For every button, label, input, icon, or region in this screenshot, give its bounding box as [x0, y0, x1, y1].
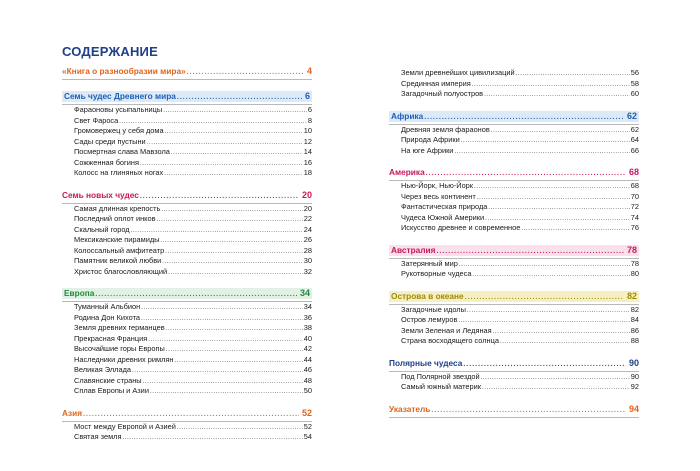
entry-page-number: 86	[630, 325, 639, 335]
entry-title: Громовержец у себя дома	[74, 126, 164, 135]
toc-section	[389, 245, 639, 280]
dot-leader	[177, 92, 302, 103]
dot-leader	[168, 268, 303, 279]
toc-entry[interactable]	[389, 79, 639, 90]
entry-page-number: 84	[630, 315, 639, 324]
entry-page-number: 76	[630, 223, 639, 232]
section-page-number: 82	[626, 290, 637, 301]
dot-leader	[484, 90, 630, 101]
toc-entry[interactable]	[62, 267, 312, 278]
entry-page-number: 54	[303, 432, 312, 441]
section-title: Азия	[62, 407, 83, 418]
toc-entry[interactable]	[62, 365, 312, 376]
toc-section	[389, 68, 639, 100]
toc-entry[interactable]	[62, 214, 312, 225]
dot-leader	[465, 292, 624, 303]
section-heading[interactable]	[389, 245, 639, 256]
dot-leader	[171, 148, 303, 159]
toc-entry[interactable]	[62, 432, 312, 443]
entry-page-number: 8	[307, 115, 312, 125]
dot-leader	[95, 289, 297, 300]
toc-entry[interactable]	[389, 315, 639, 326]
toc-entry[interactable]	[62, 334, 312, 345]
section-heading[interactable]	[62, 91, 312, 102]
entry-page-number: 50	[303, 386, 312, 395]
dot-leader	[187, 67, 304, 78]
entry-page-number: 48	[303, 375, 312, 385]
entry-page-number: 66	[630, 145, 639, 155]
entry-title: На юге Африки	[401, 145, 454, 155]
toc-entry[interactable]	[389, 382, 639, 393]
toc-entry[interactable]	[62, 256, 312, 267]
toc-entry[interactable]	[389, 202, 639, 213]
entry-page-number: 40	[303, 333, 312, 343]
toc-entry[interactable]	[389, 305, 639, 316]
entry-title: Природа Африки	[401, 135, 460, 144]
section-page-number: 78	[626, 244, 637, 255]
dot-leader	[500, 337, 630, 348]
section-page-number: 68	[628, 167, 639, 177]
dot-leader	[160, 236, 302, 247]
entry-page-number: 18	[303, 168, 312, 177]
dot-leader	[459, 260, 630, 271]
section-title: Острова в океане	[391, 290, 464, 301]
toc-entry[interactable]	[62, 344, 312, 355]
entry-title: Посмертная слава Мавзола	[74, 147, 170, 156]
section-page-number: 94	[628, 403, 639, 414]
section-title: Африка	[391, 110, 424, 121]
dot-leader	[148, 335, 303, 346]
section-title: Семь новых чудес	[62, 189, 139, 200]
toc-section	[62, 408, 312, 443]
toc-section	[389, 358, 639, 393]
toc-entry[interactable]	[389, 269, 639, 280]
entry-page-number: 20	[303, 203, 312, 213]
toc-entry[interactable]	[62, 376, 312, 387]
entry-title: Туманный Альбион	[74, 302, 141, 311]
entry-page-number: 80	[630, 269, 639, 278]
entry-page-number: 10	[303, 126, 312, 135]
entry-title: Родина Дон Кихота	[74, 312, 140, 322]
toc-entry[interactable]	[62, 147, 312, 158]
toc-section	[62, 91, 312, 179]
dot-leader	[454, 147, 629, 158]
entry-title: Колосс на глиняных ногах	[74, 168, 164, 177]
entry-title: Мост между Европой и Азией	[74, 421, 176, 431]
entry-page-number: 90	[630, 371, 639, 381]
entry-title: Великая Эллада	[74, 365, 132, 374]
dot-leader	[164, 169, 303, 180]
toc-entry[interactable]	[389, 223, 639, 234]
entry-title: Страна восходящего солнца	[401, 336, 499, 345]
entry-title: Самый южный материк	[401, 382, 481, 391]
dot-leader	[140, 191, 299, 202]
entry-title: Загадочный полуостров	[401, 89, 484, 98]
toc-entry[interactable]	[389, 125, 639, 136]
dot-leader	[436, 246, 624, 257]
entry-page-number: 34	[303, 302, 312, 311]
dot-leader	[150, 387, 303, 398]
entry-title: Славянские страны	[74, 375, 142, 385]
entry-title: Земли древнейших цивилизаций	[401, 68, 515, 77]
entry-page-number: 26	[303, 235, 312, 244]
entry-title: Фараоновы усыпальницы	[74, 105, 163, 114]
section-title: Америка	[389, 167, 425, 177]
section-page-number: 90	[628, 357, 639, 368]
dot-leader	[140, 159, 303, 170]
toc-section	[389, 167, 639, 234]
entry-title: Остров лемуров	[401, 315, 458, 324]
entry-page-number: 74	[630, 212, 639, 222]
section-heading[interactable]	[389, 167, 639, 178]
dot-leader	[147, 138, 303, 149]
dot-leader	[488, 203, 629, 214]
entry-title: Срединная империя	[401, 78, 471, 88]
toc-entry[interactable]	[389, 192, 639, 203]
toc-entry[interactable]	[62, 313, 312, 324]
toc-entry[interactable]	[389, 336, 639, 347]
dot-leader	[482, 383, 630, 394]
dot-leader	[424, 112, 624, 123]
entry-title: Христос благословляющий	[74, 266, 168, 276]
toc-column-right	[389, 68, 639, 429]
section-title: Полярные чудеса	[389, 357, 463, 368]
entry-title: Мексиканские пирамиды	[74, 235, 160, 244]
toc-entry[interactable]	[62, 302, 312, 313]
entry-title: Загадочные идолы	[401, 304, 466, 314]
dot-leader	[141, 303, 303, 314]
dot-leader	[461, 136, 630, 147]
dot-leader	[472, 270, 629, 281]
toc-entry[interactable]	[62, 168, 312, 179]
entry-page-number: 64	[630, 135, 639, 144]
section-page-number: 20	[301, 189, 312, 200]
entry-page-number: 28	[303, 245, 312, 255]
toc-entry[interactable]	[62, 355, 312, 366]
section-heading[interactable]	[62, 66, 312, 77]
entry-title: Через весь континент	[401, 191, 476, 201]
toc-entry[interactable]	[62, 116, 312, 127]
toc-column-left	[62, 66, 312, 454]
entry-page-number: 6	[307, 105, 312, 114]
entry-page-number: 42	[303, 344, 312, 353]
dot-leader	[477, 193, 630, 204]
dot-leader	[132, 366, 303, 377]
entry-page-number: 52	[303, 421, 312, 431]
dot-leader	[165, 247, 303, 258]
entry-page-number: 22	[303, 214, 312, 223]
toc-entry[interactable]	[389, 213, 639, 224]
entry-page-number: 58	[630, 78, 639, 88]
toc-entry[interactable]	[62, 137, 312, 148]
toc-section	[62, 190, 312, 278]
section-divider	[389, 417, 639, 418]
dot-leader	[162, 257, 302, 268]
entry-title: Самая длинная крепость	[74, 203, 161, 213]
toc-section	[62, 288, 312, 397]
dot-leader	[426, 168, 626, 179]
dot-leader	[472, 80, 630, 91]
dot-leader	[516, 69, 630, 80]
dot-leader	[493, 327, 630, 338]
entry-title: Скальный город	[74, 224, 130, 234]
entry-title: Земли Зеленая и Ледяная	[401, 325, 492, 335]
section-page-number: 6	[304, 91, 310, 101]
entry-title: Сады среди пустыни	[74, 136, 146, 146]
entry-title: Колоссальный амфитеатр	[74, 245, 165, 255]
entry-title: Прекрасная Франция	[74, 333, 148, 343]
toc-section	[389, 404, 639, 418]
toc-entry[interactable]	[62, 225, 312, 236]
toc-entry[interactable]	[62, 158, 312, 169]
entry-page-number: 56	[630, 68, 639, 77]
toc-section	[62, 66, 312, 80]
toc-entry[interactable]	[62, 323, 312, 334]
dot-leader	[521, 224, 629, 235]
dot-leader	[177, 423, 303, 434]
toc-entry[interactable]	[389, 89, 639, 100]
entry-title: Земля древних германцев	[74, 323, 165, 332]
entry-title: Высочайшие горы Европы	[74, 344, 165, 353]
entry-page-number: 68	[630, 181, 639, 190]
section-page-number: 62	[626, 110, 637, 121]
section-heading[interactable]	[62, 190, 312, 201]
entry-title: Памятник великой любви	[74, 256, 162, 265]
toc-entry[interactable]	[389, 259, 639, 270]
entry-page-number: 70	[630, 191, 639, 201]
entry-title: Чудеса Южной Америки	[401, 212, 485, 222]
entry-page-number: 32	[303, 266, 312, 276]
toc-entry[interactable]	[62, 126, 312, 137]
dot-leader	[474, 182, 630, 193]
dot-leader	[157, 215, 303, 226]
entry-title: Затерянный мир	[401, 258, 458, 268]
dot-leader	[431, 405, 626, 416]
section-title: Указатель	[389, 403, 431, 414]
toc-entry[interactable]	[389, 146, 639, 157]
entry-title: Свет Фароса	[74, 115, 119, 125]
entry-title: Наследники древних римлян	[74, 354, 174, 364]
toc-entry[interactable]	[62, 105, 312, 116]
entry-title: Сожженная богиня	[74, 157, 139, 167]
section-heading[interactable]	[62, 288, 312, 299]
entry-page-number: 44	[303, 354, 312, 364]
dot-leader	[481, 373, 630, 384]
toc-entry[interactable]	[389, 68, 639, 79]
entry-title: Искусство древнее и современное	[401, 223, 521, 232]
section-heading[interactable]	[389, 358, 639, 369]
section-title: «Книга о разнообразии мира»	[62, 66, 186, 76]
section-title: Европа	[64, 288, 95, 298]
toc-entry[interactable]	[62, 235, 312, 246]
entry-page-number: 16	[303, 157, 312, 167]
entry-page-number: 88	[630, 336, 639, 345]
dot-leader	[166, 345, 303, 356]
dot-leader	[166, 324, 303, 335]
entry-page-number: 60	[630, 89, 639, 98]
entry-title: Нью-Йорк, Нью-Йорк	[401, 181, 474, 190]
toc-entry[interactable]	[62, 246, 312, 257]
section-page-number: 34	[299, 288, 310, 298]
toc-entry[interactable]	[62, 386, 312, 397]
entry-page-number: 92	[630, 382, 639, 391]
entry-page-number: 62	[630, 124, 639, 134]
entry-page-number: 12	[303, 136, 312, 146]
entry-title: Фантастическая природа	[401, 202, 488, 211]
entry-title: Под Полярной звездой	[401, 371, 480, 381]
entry-title: Последний оплот инков	[74, 214, 156, 223]
entry-page-number: 38	[303, 323, 312, 332]
entry-page-number: 72	[630, 202, 639, 211]
section-title: Австралия	[391, 244, 436, 255]
section-heading[interactable]	[389, 291, 639, 302]
dot-leader	[143, 377, 303, 388]
toc-section	[389, 291, 639, 347]
section-heading[interactable]	[389, 111, 639, 122]
toc-entry[interactable]	[62, 204, 312, 215]
section-divider	[62, 79, 312, 80]
dot-leader	[163, 106, 307, 117]
entry-page-number: 82	[630, 304, 639, 314]
dot-leader	[165, 127, 303, 138]
section-heading[interactable]	[62, 408, 312, 419]
toc-entry[interactable]	[62, 422, 312, 433]
toc-entry[interactable]	[389, 135, 639, 146]
section-heading[interactable]	[389, 404, 639, 415]
dot-leader	[141, 314, 303, 325]
section-title: Семь чудес Древнего мира	[64, 91, 176, 101]
dot-leader	[161, 205, 302, 216]
entry-page-number: 24	[303, 224, 312, 234]
dot-leader	[463, 359, 626, 370]
page-title: СОДЕРЖАНИЕ	[62, 44, 158, 59]
entry-title: Святая земля	[74, 432, 122, 441]
toc-entry[interactable]	[389, 326, 639, 337]
toc-section	[389, 111, 639, 157]
dot-leader	[83, 409, 299, 420]
section-page-number: 4	[306, 66, 312, 76]
entry-page-number: 30	[303, 256, 312, 265]
entry-title: Сплав Европы и Азии	[74, 386, 149, 395]
toc-entry[interactable]	[389, 181, 639, 192]
toc-entry[interactable]	[389, 372, 639, 383]
entry-page-number: 78	[630, 258, 639, 268]
entry-title: Древняя земля фараонов	[401, 124, 490, 134]
dot-leader	[491, 126, 630, 137]
entry-page-number: 14	[303, 147, 312, 156]
dot-leader	[122, 433, 302, 444]
dot-leader	[174, 356, 302, 367]
entry-page-number: 36	[303, 312, 312, 322]
section-page-number: 52	[301, 407, 312, 418]
entry-page-number: 46	[303, 365, 312, 374]
dot-leader	[467, 306, 630, 317]
entry-title: Рукотворные чудеса	[401, 269, 472, 278]
